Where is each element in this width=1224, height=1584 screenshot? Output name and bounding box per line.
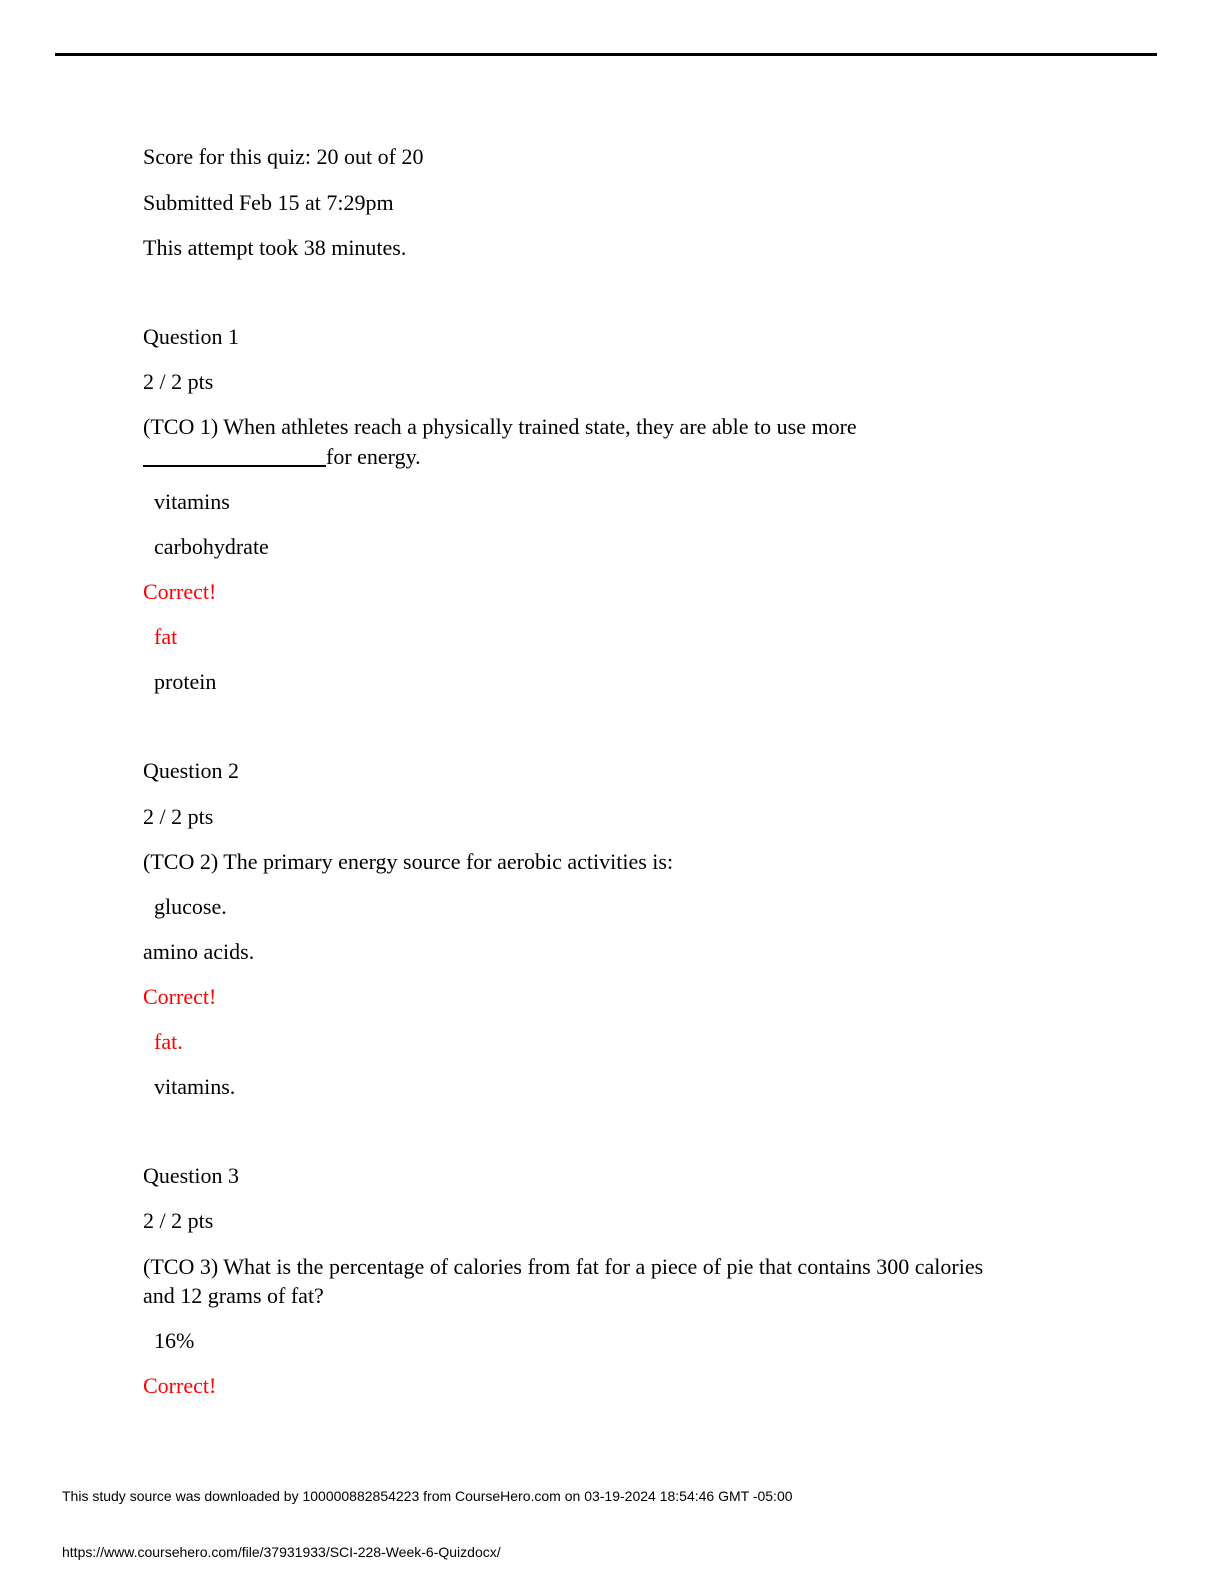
question-3-title: Question 3 — [143, 1163, 239, 1188]
question-3-answer-1: 16% — [154, 1328, 195, 1353]
question-1-title: Question 1 — [143, 324, 239, 349]
question-1-text-line1: (TCO 1) When athletes reach a physically trained state, they are able to use more — [143, 414, 857, 439]
download-source-note: This study source was downloaded by 100000882854223 from CourseHero.com on 03-19-2024 18:54:46 GMT -05:00 — [62, 1488, 793, 1504]
question-2-answer-2: amino acids. — [143, 939, 255, 964]
question-3-text-line1: (TCO 3) What is the percentage of calories from fat for a piece of pie that contains 300 calories — [143, 1254, 984, 1279]
question-2-correct-label: Correct! — [143, 984, 217, 1009]
question-1-text-suffix: for energy. — [326, 444, 421, 469]
fill-in-blank — [143, 445, 326, 467]
question-3-correct-label: Correct! — [143, 1373, 217, 1398]
source-url: https://www.coursehero.com/file/37931933/SCI-228-Week-6-Quizdocx/ — [62, 1544, 501, 1560]
question-3-points: 2 / 2 pts — [143, 1208, 214, 1233]
question-2-title: Question 2 — [143, 758, 239, 783]
question-2-points: 2 / 2 pts — [143, 804, 214, 829]
quiz-score: Score for this quiz: 20 out of 20 — [143, 144, 424, 169]
top-rule — [55, 53, 1157, 56]
question-2-answer-4: vitamins. — [154, 1074, 236, 1099]
question-1-text-line2 — [143, 444, 421, 470]
question-1-answer-4: protein — [154, 669, 217, 694]
question-1-answer-1: vitamins — [154, 489, 230, 514]
question-1-points: 2 / 2 pts — [143, 369, 214, 394]
question-2-answer-1: glucose. — [154, 894, 227, 919]
question-2-answer-3-correct: fat. — [154, 1029, 183, 1054]
question-2-text: (TCO 2) The primary energy source for aerobic activities is: — [143, 849, 674, 874]
question-1-correct-label: Correct! — [143, 579, 217, 604]
submitted-date: Submitted Feb 15 at 7:29pm — [143, 190, 394, 215]
attempt-duration: This attempt took 38 minutes. — [143, 235, 407, 260]
question-1-answer-2: carbohydrate — [154, 534, 269, 559]
question-1-answer-3-correct: fat — [154, 624, 178, 649]
question-3-text-line2: and 12 grams of fat? — [143, 1283, 324, 1308]
